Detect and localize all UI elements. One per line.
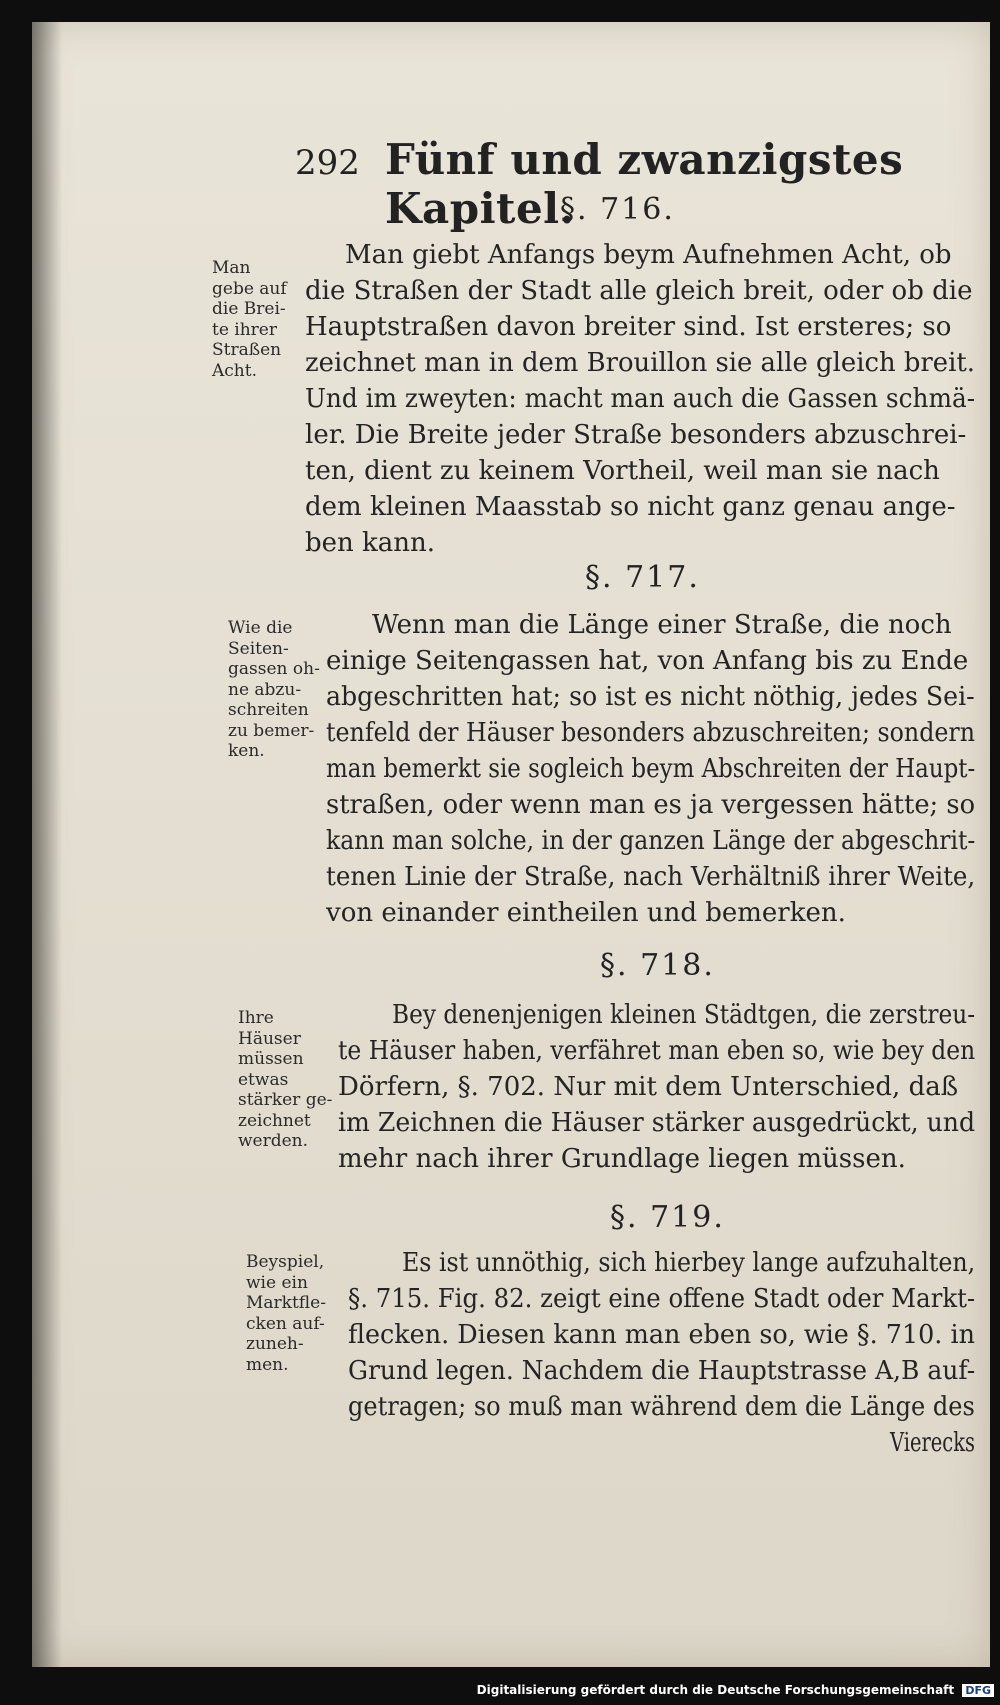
body-line: zeichnet man in dem Brouillon sie alle gleich breit. — [305, 348, 975, 378]
margin-note-line: ken. — [228, 741, 265, 761]
margin-note-line: cken auf- — [246, 1313, 325, 1334]
page-number: 292 — [295, 143, 360, 183]
body-line: Hauptstraßen davon breiter sind. Ist ersteres; so — [305, 312, 952, 342]
margin-note-line: stärker ge- — [238, 1090, 333, 1110]
body-line: tenen Linie der Straße, nach Verhältniß ihrer Weite, — [326, 862, 976, 892]
body-line: man bemerkt sie sogleich beym Abschreiten der Haupt- — [326, 754, 976, 784]
margin-note-line: Wie die — [228, 618, 293, 638]
margin-note-line: Beyspiel, — [246, 1252, 325, 1272]
body-line: §. 715. Fig. 82. zeigt eine offene Stadt oder Markt- — [348, 1284, 976, 1314]
margin-note-line: men. — [246, 1354, 289, 1375]
margin-note-718 — [238, 1008, 332, 1152]
body-line: im Zeichnen die Häuser stärker ausgedrückt, und — [338, 1108, 976, 1138]
margin-note-line: Seiten- — [228, 638, 289, 659]
margin-note-line: gebe auf — [212, 278, 287, 299]
catchword: Vierecks — [890, 1428, 976, 1458]
body-line: Und im zweyten: macht man auch die Gassen schmä- — [305, 384, 976, 414]
body-line: ten, dient zu keinem Vortheil, weil man sie nach — [305, 456, 940, 486]
body-line: dem kleinen Maasstab so nicht ganz genau ange- — [305, 492, 956, 522]
body-line: Es ist unnöthig, sich hierbey lange aufzuhalten, — [402, 1248, 976, 1278]
margin-note-line: Straßen — [212, 340, 282, 360]
margin-note-line: Häuser — [238, 1028, 301, 1049]
body-line: te Häuser haben, verfähret man eben so, wie bey den — [338, 1036, 976, 1066]
body-line: straßen, oder wenn man es ja vergessen hätte; so — [326, 790, 976, 820]
running-title: Fünf und zwanzigstes Kapitel. — [385, 135, 904, 233]
margin-note-line: die Brei- — [212, 299, 286, 319]
margin-note-line: schreiten — [228, 700, 309, 720]
margin-note-line: gassen oh- — [228, 659, 320, 679]
body-line: flecken. Diesen kann man eben so, wie §. 710. in — [348, 1320, 975, 1350]
margin-note-line: etwas — [238, 1069, 289, 1090]
margin-note-line: wie ein — [246, 1272, 308, 1293]
margin-note-line: te ihrer — [212, 319, 277, 340]
body-line: Grund legen. Nachdem die Hauptstrasse A,B auf- — [348, 1356, 976, 1386]
body-line: kann man solche, in der ganzen Länge der abgeschrit- — [326, 826, 976, 856]
margin-note-716 — [212, 258, 287, 381]
section-heading-719: §. 719. — [610, 1200, 725, 1235]
body-line: ben kann. — [305, 528, 436, 558]
body-line: ler. Die Breite jeder Straße besonders abzuschrei- — [305, 420, 967, 450]
body-line: abgeschritten hat; so ist es nicht nöthig, jedes Sei- — [326, 682, 975, 712]
body-line: von einander eintheilen und bemerken. — [326, 898, 846, 928]
margin-note-719 — [246, 1252, 326, 1375]
margin-note-line: zuneh- — [246, 1334, 304, 1354]
page-gutter-shadow — [32, 22, 62, 1667]
margin-note-line: zu bemer- — [228, 720, 315, 741]
margin-note-line: zeichnet — [238, 1110, 311, 1131]
body-line: einige Seitengassen hat, von Anfang bis zu Ende — [326, 646, 969, 676]
body-line: Dörfern, §. 702. Nur mit dem Unterschied, daß — [338, 1072, 959, 1102]
section-heading-716: §. 716. — [560, 192, 675, 227]
margin-note-line: Man — [212, 258, 251, 278]
body-line: tenfeld der Häuser besonders abzuschreiten; sondern — [326, 718, 976, 748]
section-heading-717: §. 717. — [585, 560, 700, 595]
body-line: mehr nach ihrer Grundlage liegen müssen. — [338, 1144, 906, 1174]
margin-note-line: Acht. — [212, 360, 257, 381]
body-line: die Straßen der Stadt alle gleich breit, oder ob die — [305, 276, 973, 306]
section-heading-718: §. 718. — [600, 948, 715, 983]
body-line: Man giebt Anfangs beym Aufnehmen Acht, ob — [345, 240, 952, 270]
margin-note-line: werden. — [238, 1131, 309, 1151]
body-line: Wenn man die Länge einer Straße, die noch — [372, 610, 952, 640]
body-line: Bey denenjenigen kleinen Städtgen, die zerstreu- — [392, 1000, 976, 1030]
dfg-logo: DFG — [962, 1684, 994, 1697]
digitization-credit — [0, 1683, 994, 1703]
margin-note-717 — [228, 618, 320, 762]
body-line: getragen; so muß man während dem die Länge des — [348, 1392, 975, 1422]
margin-note-line: ne abzu- — [228, 679, 302, 700]
margin-note-line: Ihre — [238, 1008, 274, 1028]
margin-note-line: Marktfle- — [246, 1293, 326, 1313]
margin-note-line: müssen — [238, 1049, 304, 1069]
credit-text: Digitalisierung gefördert durch die Deutsche Forschungsgemeinschaft — [476, 1683, 955, 1697]
